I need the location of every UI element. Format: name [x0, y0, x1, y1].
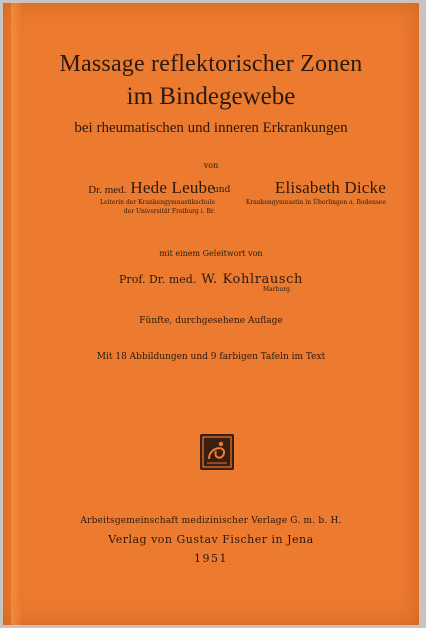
subtitle: bei rheumatischen und inneren Erkrankungen — [74, 120, 348, 136]
by-label: von — [203, 161, 219, 170]
author-1-affiliation-1: Leiterin der Krankengymnastikschule — [99, 199, 215, 206]
publisher-line-2: Verlag von Gustav Fischer in Jena — [108, 533, 314, 546]
book-cover — [3, 3, 419, 625]
author-1 — [55, 178, 215, 216]
author-2-name: Elisabeth Dicke — [274, 178, 386, 197]
author-2-affiliation: Krankengymnastin in Überlingen a. Bodensee — [245, 199, 386, 206]
publisher-line-1: Arbeitsgemeinschaft medizinischer Verlage G. m. b. H. — [80, 516, 342, 526]
illustrations-note: Mit 18 Abbildungen und 9 farbigen Tafeln im Text — [96, 352, 326, 362]
author-1-affiliation-2: der Universität Freiburg i. Br. — [123, 208, 215, 215]
author-1-name: Hede Leube — [130, 178, 215, 197]
title-line-1: Massage reflektorischer Zonen — [59, 51, 363, 77]
foreword-author-place: Marburg — [263, 286, 291, 293]
foreword-author — [3, 268, 419, 287]
foreword-author-prefix: Prof. Dr. med. — [119, 273, 197, 286]
author-1-prefix: Dr. med. — [88, 184, 127, 196]
foreword-author-name: W. Kohlrausch — [201, 272, 303, 287]
and-label: und — [213, 185, 231, 195]
publication-year: 1951 — [194, 552, 228, 565]
edition-note: Fünfte, durchgesehene Auflage — [139, 316, 283, 326]
title-line-2: im Bindegewebe — [126, 83, 296, 110]
foreword-label: mit einem Geleitwort von — [159, 249, 263, 258]
author-2 — [236, 178, 386, 207]
authors-block — [3, 178, 419, 228]
publisher-emblem-icon — [199, 433, 235, 471]
